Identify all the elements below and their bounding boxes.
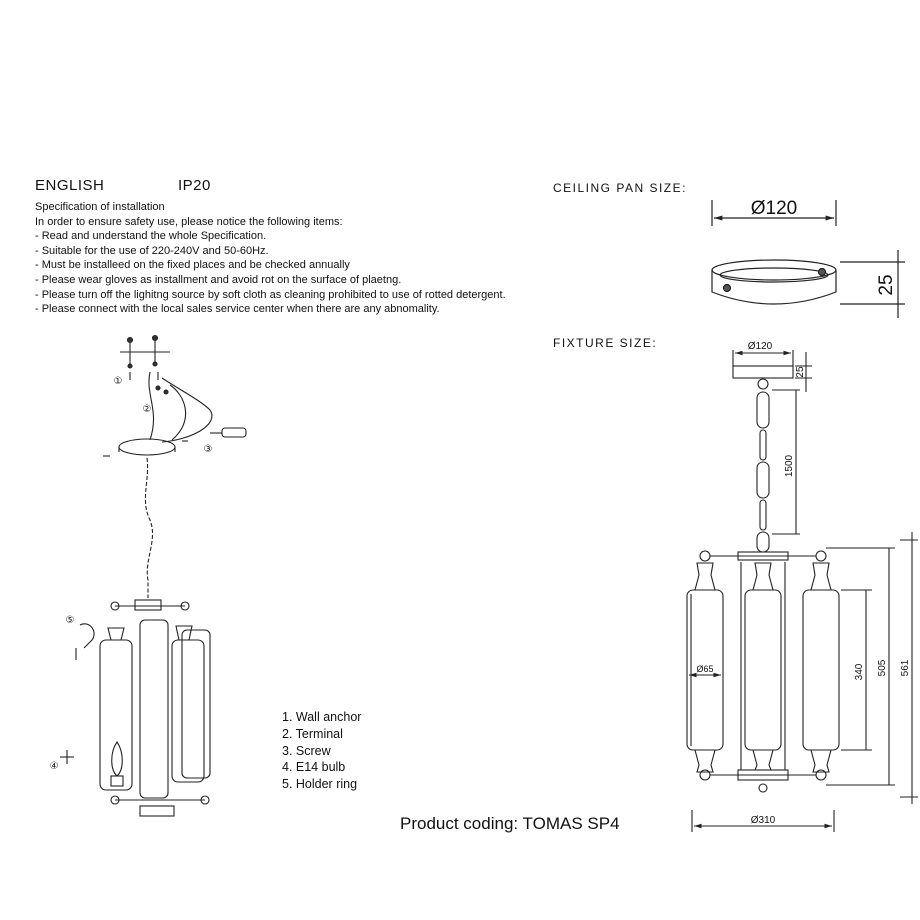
terminal <box>164 390 168 394</box>
arm-knob <box>816 551 826 561</box>
tube-cap <box>176 626 192 640</box>
ceiling-pan-drawing <box>712 200 905 318</box>
spec-item: - Read and understand the whole Specification. <box>35 230 267 243</box>
callout-4: ④ <box>49 761 59 772</box>
ip-rating: IP20 <box>178 177 211 194</box>
spec-item: - Please turn off the lighitng source by soft cloth as cleaning prohibited to use of rotted detergent. <box>35 288 506 301</box>
chain-length-label: 1500 <box>784 454 795 478</box>
spec-heading: Specification of installation <box>35 201 165 213</box>
chain-link <box>760 500 766 530</box>
anchor-screw <box>153 336 158 341</box>
arm-knob <box>700 551 710 561</box>
tube-height-label: 340 <box>854 663 865 681</box>
glass-tube <box>182 630 210 778</box>
legend-item: 1. Wall anchor <box>282 710 362 724</box>
canopy <box>119 439 175 455</box>
cable-screw <box>222 428 246 437</box>
spec-intro: In order to ensure safety use, please notice the following items: <box>35 215 343 228</box>
bottom-finial <box>759 784 767 792</box>
tube-cap-top <box>811 563 831 590</box>
fixture-drawing <box>687 350 918 832</box>
tube-cap-top <box>695 563 715 590</box>
spec-item: - Suitable for the use of 220-240V and 50-60Hz. <box>35 244 269 257</box>
glass-tube <box>100 640 132 790</box>
pan-diameter-label: Ø120 <box>750 198 798 219</box>
anchor-screw <box>128 338 133 343</box>
callout-2: ② <box>142 404 152 415</box>
tube-diameter-label: Ø65 <box>696 664 714 674</box>
tube-cap-top <box>753 563 773 590</box>
anchor-screw <box>128 364 132 368</box>
fixture-ceiling-pan <box>733 366 793 378</box>
tube-cap-bottom <box>811 750 831 772</box>
language-title: ENGLISH <box>35 177 105 194</box>
e14-bulb <box>112 742 123 776</box>
legend-item: 5. Holder ring <box>282 777 358 792</box>
spec-item: - Please wear gloves as installment and avoid rot on the surface of plaetng. <box>35 273 402 286</box>
glass-tube-right <box>803 590 839 750</box>
callout-5: ⑤ <box>65 615 75 626</box>
legend-item: 4. E14 bulb <box>282 760 346 775</box>
fixture-pan-height-label: 25 <box>795 366 806 378</box>
callout-3: ③ <box>203 444 213 455</box>
body-diameter-label: Ø310 <box>750 815 776 826</box>
anchor-screw <box>153 362 157 366</box>
chain-link <box>757 532 769 552</box>
pan-top-ellipse <box>712 260 836 280</box>
chain-link <box>757 392 769 428</box>
ceiling-pan-size-label: CEILING PAN SIZE: <box>553 181 687 195</box>
legend-item: 3. Screw <box>282 743 331 758</box>
product-coding: Product coding: TOMAS SP4 <box>400 814 620 833</box>
body-height-label: 505 <box>877 659 888 677</box>
suspension-chain <box>145 458 152 598</box>
chain-link <box>758 379 768 389</box>
spec-item: - Please connect with the local sales service center when there are any abnomality. <box>35 303 440 316</box>
wire <box>170 385 186 440</box>
fixture-size-label: FIXTURE SIZE: <box>553 336 658 350</box>
glass-tube <box>140 620 168 798</box>
top-frame-hub <box>135 600 161 610</box>
holder-ring <box>80 624 94 648</box>
terminal <box>156 386 160 390</box>
pan-screw-hole <box>724 285 731 292</box>
total-height-label: 561 <box>900 659 911 677</box>
chain-link <box>757 462 769 498</box>
wire <box>162 378 212 442</box>
bottom-frame-hub <box>140 806 174 816</box>
fixture-pan-diameter-label: Ø120 <box>747 341 773 352</box>
tube-cap <box>108 628 124 640</box>
installation-drawing <box>60 336 246 817</box>
glass-tube-center <box>745 590 781 750</box>
glass-tube <box>172 640 204 782</box>
pan-screw-hole <box>819 269 826 276</box>
pan-height-label: 25 <box>876 274 897 296</box>
callout-1: ① <box>113 376 123 387</box>
spec-item: - Must be installeed on the fixed places and be checked annually <box>35 259 350 272</box>
tube-cap-bottom <box>753 750 773 770</box>
chain-link <box>760 430 766 460</box>
legend-item: 2. Terminal <box>282 726 343 741</box>
bulb-holder <box>111 776 123 786</box>
tube-cap-bottom <box>695 750 715 772</box>
